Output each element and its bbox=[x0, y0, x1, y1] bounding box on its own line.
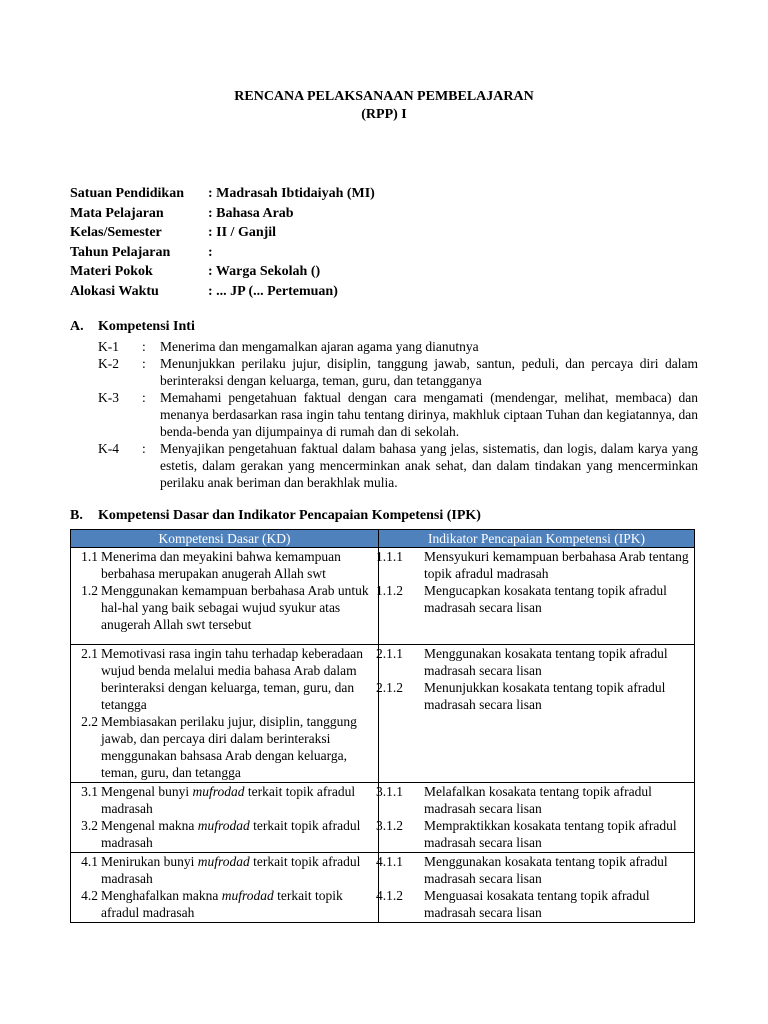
ipk-number: 2.1.1 bbox=[376, 646, 403, 661]
ipk-cell bbox=[376, 548, 695, 645]
table-row bbox=[71, 645, 695, 783]
ipk-text: Menguasai kosakata tentang topik afradul madrasah secara lisan bbox=[424, 888, 650, 920]
ki-text: Memahami pengetahuan faktual dengan cara mengamati (mendengar, melihat, membaca) dan menanya berdasarkan rasa ingin tahu tentang dirinya, makhluk ciptaan Tuhan dan kegiatannya, dan benda-benda yan dijumpainya di rumah dan di sekolah. bbox=[160, 390, 698, 439]
identity-row bbox=[70, 204, 375, 224]
section-letter: B. bbox=[70, 508, 83, 523]
ki-code: K-2 bbox=[98, 356, 119, 371]
kd-number: 2.2 bbox=[81, 714, 98, 729]
kd-item bbox=[71, 853, 378, 887]
kd-item bbox=[71, 713, 378, 781]
identity-value: : Madrasah Ibtidaiyah (MI) bbox=[208, 186, 375, 201]
kd-number: 4.2 bbox=[81, 888, 98, 903]
kd-number: 3.2 bbox=[81, 818, 98, 833]
ki-item bbox=[98, 355, 698, 389]
ipk-item bbox=[376, 817, 694, 851]
section-a-heading bbox=[70, 319, 195, 335]
ipk-number: 4.1.2 bbox=[376, 888, 403, 903]
section-title: Kompetensi Dasar dan Indikator Pencapaian Kompetensi (IPK) bbox=[98, 508, 481, 523]
kd-text: Menirukan bunyi mufrodad terkait topik afradul madrasah bbox=[101, 854, 361, 886]
identity-block bbox=[70, 184, 375, 301]
identity-value: : Bahasa Arab bbox=[208, 205, 294, 221]
section-title: Kompetensi Inti bbox=[98, 319, 195, 334]
identity-row bbox=[70, 282, 375, 302]
kd-item bbox=[71, 582, 378, 633]
kd-text: Menerima dan meyakini bahwa kemampuan berbahasa merupakan anugerah Allah swt bbox=[101, 549, 341, 581]
kd-item bbox=[71, 645, 378, 713]
ki-text: Menyajikan pengetahuan faktual dalam bahasa yang jelas, sistematis, dan logis, dalam karya yang estetis, dalam gerakan yang mencerminkan anak sehat, dan dalam tindakan yang mencerminkan perilaku anak beriman dan berakhlak mulia. bbox=[160, 441, 698, 490]
ipk-item bbox=[376, 887, 694, 921]
ki-code: K-4 bbox=[98, 441, 119, 456]
identity-label: Tahun Pelajaran bbox=[70, 244, 171, 260]
ki-colon: : bbox=[142, 441, 146, 456]
kompetensi-inti-list bbox=[98, 338, 698, 491]
ipk-cell bbox=[376, 853, 695, 923]
kd-cell bbox=[71, 645, 379, 783]
ki-item bbox=[98, 440, 698, 491]
header-ipk: Indikator Pencapaian Kompetensi (IPK) bbox=[379, 530, 695, 548]
table-row bbox=[71, 853, 695, 923]
ipk-text: Menunjukkan kosakata tentang topik afradul madrasah secara lisan bbox=[424, 680, 666, 712]
ipk-number: 4.1.1 bbox=[376, 854, 403, 869]
kd-ipk-table bbox=[70, 529, 695, 923]
ki-colon: : bbox=[142, 390, 146, 405]
ki-item bbox=[98, 338, 698, 355]
identity-row bbox=[70, 243, 375, 263]
kd-item bbox=[71, 887, 378, 921]
kd-number: 2.1 bbox=[81, 646, 98, 661]
identity-row bbox=[70, 184, 375, 204]
identity-value: : II / Ganjil bbox=[208, 225, 277, 240]
ipk-text: Menggunakan kosakata tentang topik afradul madrasah secara lisan bbox=[424, 854, 668, 886]
ipk-text: Menggunakan kosakata tentang topik afradul madrasah secara lisan bbox=[424, 646, 668, 678]
ipk-item bbox=[376, 645, 694, 679]
kd-item bbox=[71, 548, 378, 582]
identity-row bbox=[70, 223, 375, 243]
kd-text: Menggunakan kemampuan berbahasa Arab untuk hal-hal yang baik sebagai wujud syukur atas anugerah Allah swt tersebut bbox=[101, 583, 369, 632]
kd-number: 1.1 bbox=[81, 549, 98, 564]
identity-label: Alokasi Waktu bbox=[70, 283, 159, 299]
ki-colon: : bbox=[142, 356, 146, 371]
kd-number: 3.1 bbox=[81, 784, 98, 799]
ipk-item bbox=[376, 679, 694, 713]
document-title bbox=[0, 88, 768, 124]
kd-cell bbox=[71, 853, 379, 923]
kd-text: Mengenal bunyi mufrodad terkait topik afradul madrasah bbox=[101, 784, 356, 816]
kd-text: Membiasakan perilaku jujur, disiplin, tanggung jawab, dan percaya diri dalam berinteraksi menggunakan bahsasa Arab dengan keluarga, teman, guru, dan tetangga bbox=[101, 714, 357, 780]
identity-value: : ... JP (... Pertemuan) bbox=[208, 283, 338, 299]
title-line-1: RENCANA PELAKSANAAN PEMBELAJARAN bbox=[234, 89, 534, 104]
section-b-heading bbox=[70, 508, 481, 524]
identity-value: : Warga Sekolah () bbox=[208, 264, 321, 279]
identity-value: : bbox=[208, 244, 213, 260]
title-line-2: (RPP) I bbox=[361, 107, 407, 122]
ipk-cell bbox=[376, 645, 695, 783]
kd-cell bbox=[71, 783, 379, 853]
kd-cell bbox=[71, 548, 379, 645]
kd-number: 4.1 bbox=[81, 854, 98, 869]
ipk-item bbox=[376, 582, 694, 616]
ipk-item bbox=[376, 548, 694, 582]
ki-text: Menerima dan mengamalkan ajaran agama yang dianutnya bbox=[160, 339, 479, 354]
table-row bbox=[71, 783, 695, 853]
ipk-item bbox=[376, 783, 694, 817]
ipk-text: Mensyukuri kemampuan berbahasa Arab tentang topik afradul madrasah bbox=[424, 549, 689, 581]
ipk-text: Mempraktikkan kosakata tentang topik afradul madrasah secara lisan bbox=[424, 818, 677, 850]
identity-label: Satuan Pendidikan bbox=[70, 186, 184, 201]
section-letter: A. bbox=[70, 319, 84, 334]
ipk-number: 3.1.1 bbox=[376, 784, 403, 799]
ipk-text: Mengucapkan kosakata tentang topik afradul madrasah secara lisan bbox=[424, 583, 667, 615]
kd-number: 1.2 bbox=[81, 583, 98, 598]
ipk-number: 1.1.2 bbox=[376, 583, 403, 598]
identity-row bbox=[70, 262, 375, 282]
kd-text: Mengenal makna mufrodad terkait topik afradul madrasah bbox=[101, 818, 361, 850]
ipk-item bbox=[376, 853, 694, 887]
ipk-number: 1.1.1 bbox=[376, 549, 403, 564]
ki-code: K-3 bbox=[98, 390, 119, 405]
ki-item bbox=[98, 389, 698, 440]
kd-item bbox=[71, 817, 378, 851]
ipk-cell bbox=[376, 783, 695, 853]
identity-label: Mata Pelajaran bbox=[70, 205, 164, 221]
kd-text: Memotivasi rasa ingin tahu terhadap keberadaan wujud benda melalui media bahasa Arab dalam berinteraksi dengan keluarga, teman, guru, dan tetangga bbox=[101, 646, 364, 712]
table-header-row bbox=[71, 530, 695, 548]
ipk-number: 3.1.2 bbox=[376, 818, 403, 833]
kd-text: Menghafalkan makna mufrodad terkait topik afradul madrasah bbox=[101, 888, 343, 920]
identity-label: Materi Pokok bbox=[70, 264, 153, 279]
ki-text: Menunjukkan perilaku jujur, disiplin, tanggung jawab, santun, peduli, dan percaya diri dalam berinteraksi dengan keluarga, teman, guru, dan tetangganya bbox=[160, 356, 698, 388]
ki-code: K-1 bbox=[98, 339, 119, 354]
ipk-text: Melafalkan kosakata tentang topik afradul madrasah secara lisan bbox=[424, 784, 652, 816]
identity-label: Kelas/Semester bbox=[70, 225, 162, 240]
ipk-number: 2.1.2 bbox=[376, 680, 403, 695]
ki-colon: : bbox=[142, 339, 146, 354]
table-row bbox=[71, 548, 695, 645]
header-kd: Kompetensi Dasar (KD) bbox=[71, 530, 379, 548]
kd-item bbox=[71, 783, 378, 817]
